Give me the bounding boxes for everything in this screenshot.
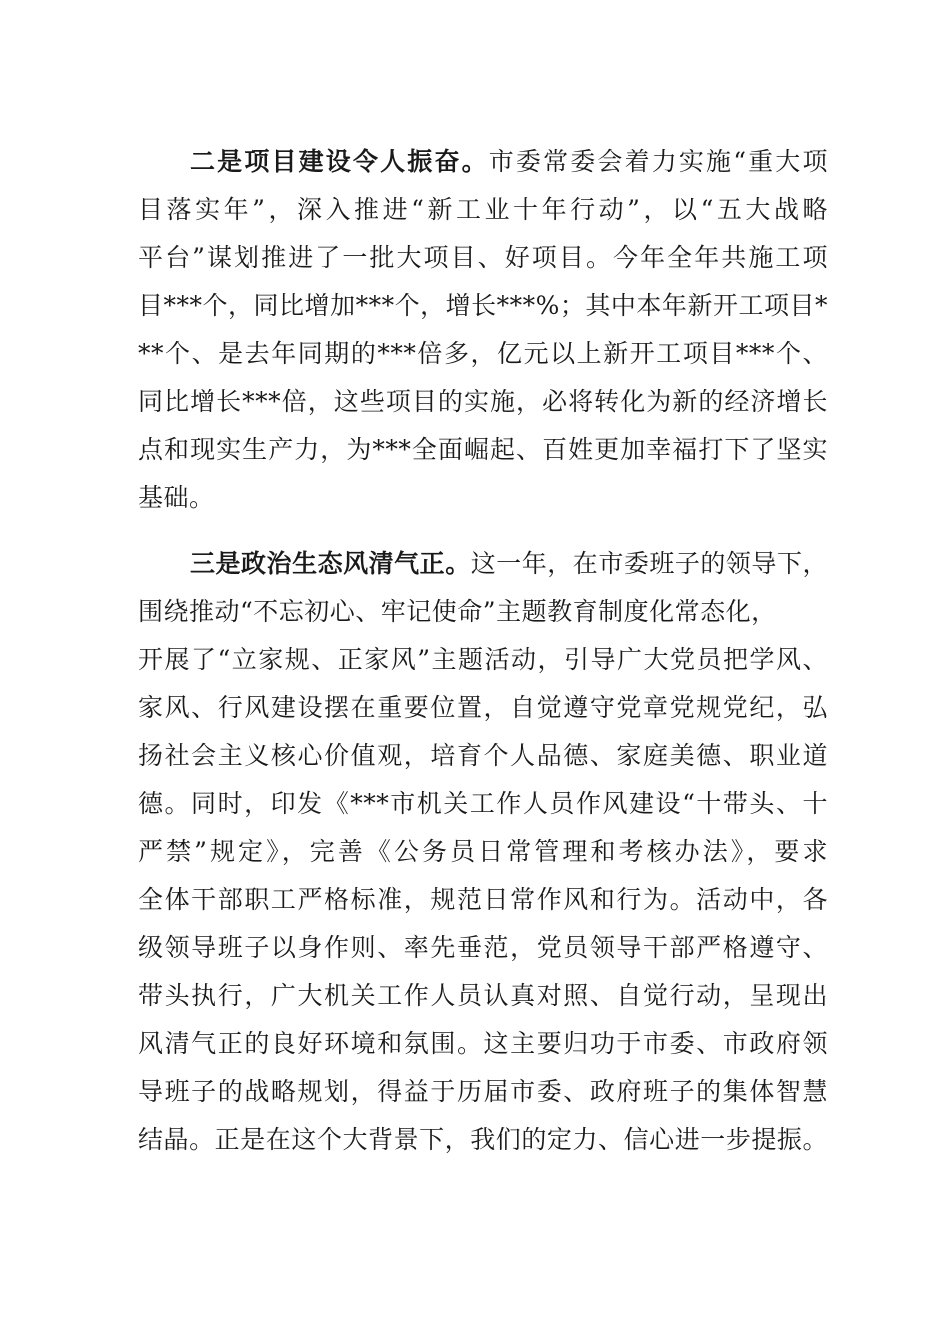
paragraph-political-ecology — [138, 540, 828, 1164]
paragraph-last-line: 结晶。正是在这个大背景下，我们的定力、信心进一步提振。 — [138, 1125, 828, 1154]
paragraph-line: **个、是去年同期的***倍多，亿元以上新开工项目***个、 — [138, 339, 828, 368]
paragraph-heading: 二是项目建设令人振奋。 — [190, 147, 489, 176]
paragraph-line-text: 市委常委会着力实施“重大项 — [488, 147, 828, 176]
paragraph-first-line — [138, 138, 828, 186]
paragraph-line: 平台”谋划推进了一批大项目、好项目。今年全年共施工项 — [138, 243, 828, 272]
paragraph-line: 级领导班子以身作则、率先垂范，党员领导干部严格遵守、 — [138, 933, 828, 962]
paragraph-line: 风清气正的良好环境和氛围。这主要归功于市委、市政府领 — [138, 1029, 828, 1058]
paragraph-line: 目***个，同比增加***个，增长***%；其中本年新开工项目* — [138, 291, 828, 320]
paragraph-line: 德。同时，印发《***市机关工作人员作风建设“十带头、十 — [138, 789, 828, 818]
paragraph-first-line — [138, 540, 828, 588]
paragraph-heading: 三是政治生态风清气正。 — [190, 549, 471, 578]
paragraph-line: 扬社会主义核心价值观，培育个人品德、家庭美德、职业道 — [138, 741, 828, 770]
paragraph-line-text: 这一年，在市委班子的领导下， — [470, 549, 828, 578]
paragraph-line: 家风、行风建设摆在重要位置，自觉遵守党章党规党纪，弘 — [138, 693, 828, 722]
paragraph-line: 严禁”规定》，完善《公务员日常管理和考核办法》，要求 — [138, 837, 828, 866]
paragraph-line: 同比增长***倍，这些项目的实施，必将转化为新的经济增长 — [138, 387, 828, 416]
paragraph-line: 全体干部职工严格标准，规范日常作风和行为。活动中，各 — [138, 885, 828, 914]
paragraph-line: 开展了“立家规、正家风”主题活动，引导广大党员把学风、 — [138, 645, 828, 674]
paragraph-line: 点和现实生产力，为***全面崛起、百姓更加幸福打下了坚实 — [138, 435, 828, 464]
paragraph-last-line: 基础。 — [138, 483, 215, 512]
paragraph-project-construction — [138, 138, 828, 522]
paragraph-line: 围绕推动“不忘初心、牢记使命”主题教育制度化常态化， — [138, 597, 777, 626]
paragraph-line: 导班子的战略规划，得益于历届市委、政府班子的集体智慧 — [138, 1077, 828, 1106]
paragraph-line: 目落实年”，深入推进“新工业十年行动”，以“五大战略 — [138, 195, 828, 224]
paragraph-line: 带头执行，广大机关工作人员认真对照、自觉行动，呈现出 — [138, 981, 828, 1010]
